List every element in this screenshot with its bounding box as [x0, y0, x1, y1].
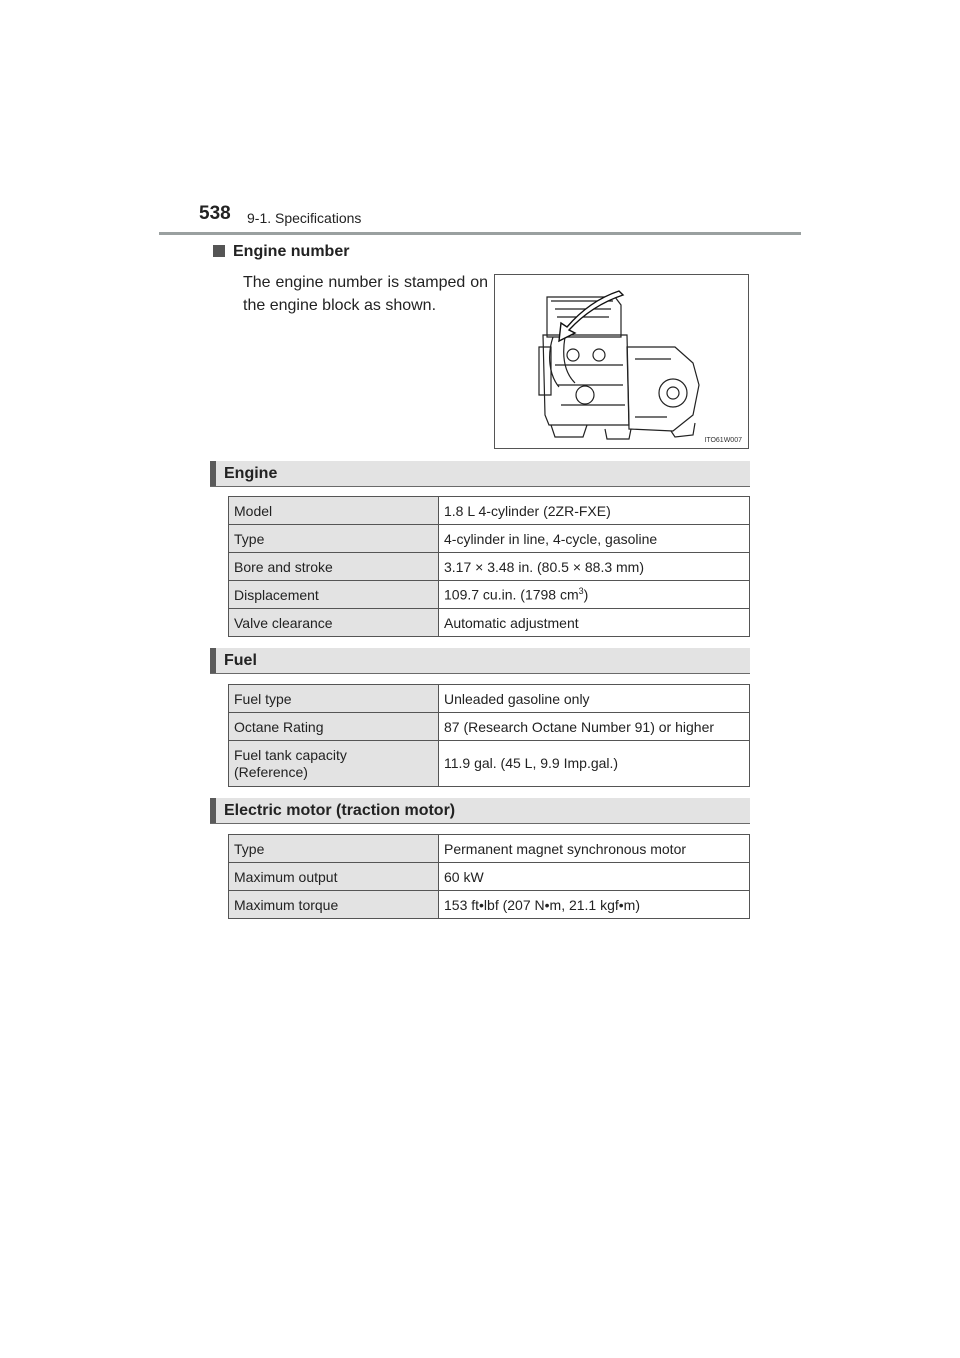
- spec-label: Fuel type: [229, 685, 439, 713]
- engine-number-heading-text: Engine number: [233, 243, 350, 260]
- fuel-section-header: [210, 648, 750, 674]
- section-accent: [210, 648, 216, 673]
- spec-value: 87 (Research Octane Number 91) or higher: [439, 713, 750, 741]
- spec-value: [439, 581, 750, 609]
- engine-spec-table: [228, 496, 750, 637]
- spec-value: 3.17 × 3.48 in. (80.5 × 88.3 mm): [439, 553, 750, 581]
- displacement-value: 109.7 cu.in. (1798 cm: [444, 586, 579, 603]
- spec-label-line2: (Reference): [234, 763, 308, 780]
- table-row: [229, 891, 750, 919]
- motor-spec-table: [228, 834, 750, 919]
- section-accent: [210, 798, 216, 823]
- table-row: [229, 525, 750, 553]
- fuel-section-title: Fuel: [224, 652, 257, 669]
- figure-code: ITO61W007: [704, 437, 742, 444]
- motor-section-header: [210, 798, 750, 824]
- spec-label: Type: [229, 525, 439, 553]
- section-accent: [210, 461, 216, 486]
- engine-drawing: [495, 275, 748, 448]
- header-rule: [159, 232, 801, 235]
- table-row: [229, 863, 750, 891]
- section-reference: 9-1. Specifications: [247, 210, 362, 226]
- table-row: [229, 497, 750, 525]
- displacement-value-end: ): [583, 586, 589, 603]
- spec-label: Maximum output: [229, 863, 439, 891]
- spec-value: 11.9 gal. (45 L, 9.9 Imp.gal.): [439, 741, 750, 787]
- spec-label: Type: [229, 835, 439, 863]
- spec-value: Unleaded gasoline only: [439, 685, 750, 713]
- spec-label: Bore and stroke: [229, 553, 439, 581]
- engine-section-title: Engine: [224, 465, 278, 482]
- motor-section-title: Electric motor (traction motor): [224, 802, 456, 819]
- table-row: [229, 581, 750, 609]
- table-row: [229, 835, 750, 863]
- spec-value: Permanent magnet synchronous motor: [439, 835, 750, 863]
- spec-value: 4-cylinder in line, 4-cycle, gasoline: [439, 525, 750, 553]
- table-row: [229, 713, 750, 741]
- spec-label: [229, 741, 439, 787]
- table-row: [229, 553, 750, 581]
- spec-label: Octane Rating: [229, 713, 439, 741]
- table-row: [229, 609, 750, 637]
- table-row: [229, 741, 750, 787]
- spec-value: 153 ft•lbf (207 N•m, 21.1 kgf•m): [439, 891, 750, 919]
- page-number: 538: [199, 203, 231, 224]
- spec-label-line1: Fuel tank capacity: [234, 746, 347, 763]
- spec-value: 60 kW: [439, 863, 750, 891]
- spec-value: Automatic adjustment: [439, 609, 750, 637]
- engine-number-description: The engine number is stamped on the engine block as shown.: [243, 274, 488, 314]
- square-bullet-icon: [213, 245, 225, 257]
- fuel-spec-table: [228, 684, 750, 787]
- table-row: [229, 685, 750, 713]
- engine-number-heading: [213, 243, 349, 261]
- spec-label: Model: [229, 497, 439, 525]
- spec-label: Maximum torque: [229, 891, 439, 919]
- page-header: [199, 203, 801, 235]
- spec-label: Valve clearance: [229, 609, 439, 637]
- superscript-3: 3: [578, 586, 584, 597]
- spec-value: 1.8 L 4-cylinder (2ZR-FXE): [439, 497, 750, 525]
- engine-illustration: [494, 274, 749, 449]
- engine-section-header: [210, 461, 750, 487]
- spec-label: Displacement: [229, 581, 439, 609]
